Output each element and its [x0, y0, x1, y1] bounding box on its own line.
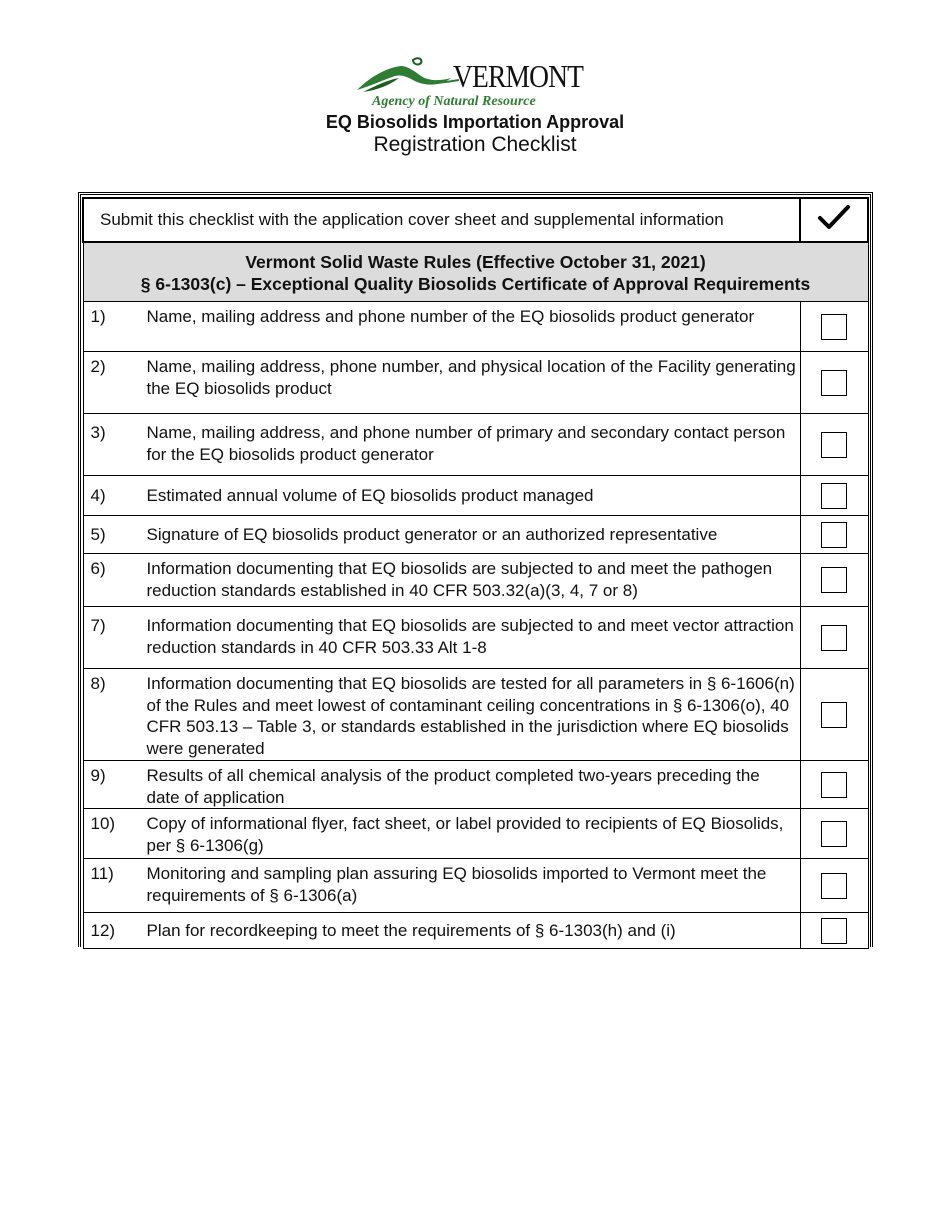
item-text: Results of all chemical analysis of the product completed two-years preceding the date of application	[146, 766, 760, 807]
checklist-item	[83, 352, 800, 414]
item-number: 2)	[90, 357, 106, 376]
checklist-row	[83, 859, 868, 913]
logo-agency-name: Agency of Natural Resource	[372, 94, 536, 109]
checkbox-cell	[800, 414, 868, 476]
item-text: Information documenting that EQ biosolids are tested for all parameters in § 6-1606(n) of the Rules and meet lowest of contaminant ceiling concentrations in § 6-1306(o), 40 CFR 503.13 – Table 3, or standards established in the jurisdiction where EQ biosolids were generated	[146, 674, 795, 758]
checkbox-cell	[800, 913, 868, 949]
vermont-leaf-logo-icon	[355, 56, 465, 96]
item-number: 12)	[90, 920, 116, 940]
checklist-item	[83, 859, 800, 913]
checklist-row	[83, 607, 868, 669]
item-text: Plan for recordkeeping to meet the requirements of § 6-1303(h) and (i)	[146, 920, 676, 940]
item-text: Name, mailing address and phone number of the EQ biosolids product generator	[146, 307, 755, 326]
checkbox-cell	[800, 476, 868, 516]
checkbox-cell	[800, 516, 868, 554]
item-number: 7)	[90, 616, 106, 635]
item-number: 5)	[90, 524, 106, 544]
instruction-row	[83, 198, 868, 242]
item-text: Information documenting that EQ biosolids are subjected to and meet the pathogen reduction standards established in 40 CFR 503.32(a)(3, 4, 7 or 8)	[146, 559, 773, 600]
checklist-item	[83, 414, 800, 476]
checklist-row	[83, 414, 868, 476]
item-number: 1)	[90, 307, 106, 326]
checklist-item	[83, 913, 800, 949]
section-header	[83, 242, 868, 302]
checkbox-cell	[800, 669, 868, 761]
item-text: Monitoring and sampling plan assuring EQ biosolids imported to Vermont meet the requirements of § 6-1306(a)	[146, 864, 767, 905]
checklist-item	[83, 607, 800, 669]
checkbox-cell	[800, 859, 868, 913]
item-number: 8)	[90, 674, 106, 693]
checkbox-cell	[800, 352, 868, 414]
checklist-row	[83, 554, 868, 607]
instruction-text: Submit this checklist with the application cover sheet and supplemental information	[83, 198, 800, 242]
item-checkbox[interactable]	[821, 483, 847, 509]
item-text: Name, mailing address, and phone number of primary and secondary contact person for the EQ biosolids product generator	[146, 423, 786, 464]
item-checkbox[interactable]	[821, 370, 847, 396]
logo-wordmark: VERMONT	[453, 58, 584, 94]
checkbox-cell	[800, 607, 868, 669]
checklist-row	[83, 913, 868, 949]
item-checkbox[interactable]	[821, 772, 847, 798]
checklist-row	[83, 352, 868, 414]
item-checkbox[interactable]	[821, 314, 847, 340]
item-checkbox[interactable]	[821, 821, 847, 847]
checkmark-icon	[817, 203, 851, 231]
checklist-row	[83, 809, 868, 859]
item-number: 6)	[90, 559, 106, 578]
checklist-table	[82, 197, 869, 949]
item-text: Name, mailing address, phone number, and physical location of the Facility generating the EQ biosolids product	[146, 357, 796, 398]
item-number: 4)	[90, 485, 106, 505]
checklist-row	[83, 516, 868, 554]
checklist-row	[83, 669, 868, 761]
checkbox-cell	[800, 809, 868, 859]
checklist-item	[83, 302, 800, 352]
checklist-item	[83, 476, 800, 516]
item-text: Estimated annual volume of EQ biosolids product managed	[146, 485, 594, 505]
item-checkbox[interactable]	[821, 625, 847, 651]
item-checkbox[interactable]	[821, 702, 847, 728]
item-checkbox[interactable]	[821, 432, 847, 458]
item-number: 10)	[90, 814, 116, 833]
section-title-rules: Vermont Solid Waste Rules (Effective October 31, 2021)	[245, 252, 706, 272]
item-number: 11)	[90, 864, 114, 883]
checkbox-cell	[800, 554, 868, 607]
section-header-row	[83, 242, 868, 302]
item-number: 3)	[90, 423, 106, 442]
checklist-row	[83, 302, 868, 352]
checkbox-cell	[800, 761, 868, 809]
section-title-requirements: § 6-1303(c) – Exceptional Quality Biosolids Certificate of Approval Requirements	[140, 274, 811, 294]
item-checkbox[interactable]	[821, 873, 847, 899]
item-text: Copy of informational flyer, fact sheet, or label provided to recipients of EQ Biosolids, per § 6-1306(g)	[146, 814, 784, 855]
checklist-item	[83, 669, 800, 761]
vermont-logo	[355, 56, 595, 112]
checkbox-cell	[800, 302, 868, 352]
checklist-row	[83, 761, 868, 809]
page-title: EQ Biosolids Importation Approval	[325, 112, 625, 132]
checklist-row	[83, 476, 868, 516]
item-checkbox[interactable]	[821, 522, 847, 548]
check-header-cell	[800, 198, 868, 242]
item-text: Information documenting that EQ biosolids are subjected to and meet vector attraction reduction standards in 40 CFR 503.33 Alt 1-8	[146, 616, 794, 657]
checklist-item	[83, 554, 800, 607]
item-checkbox[interactable]	[821, 567, 847, 593]
checklist-item	[83, 809, 800, 859]
item-number: 9)	[90, 766, 106, 785]
checklist-item	[83, 761, 800, 809]
item-text: Signature of EQ biosolids product generator or an authorized representative	[146, 524, 718, 544]
page-subtitle: Registration Checklist	[373, 133, 577, 156]
item-checkbox[interactable]	[821, 918, 847, 944]
checklist-item	[83, 516, 800, 554]
